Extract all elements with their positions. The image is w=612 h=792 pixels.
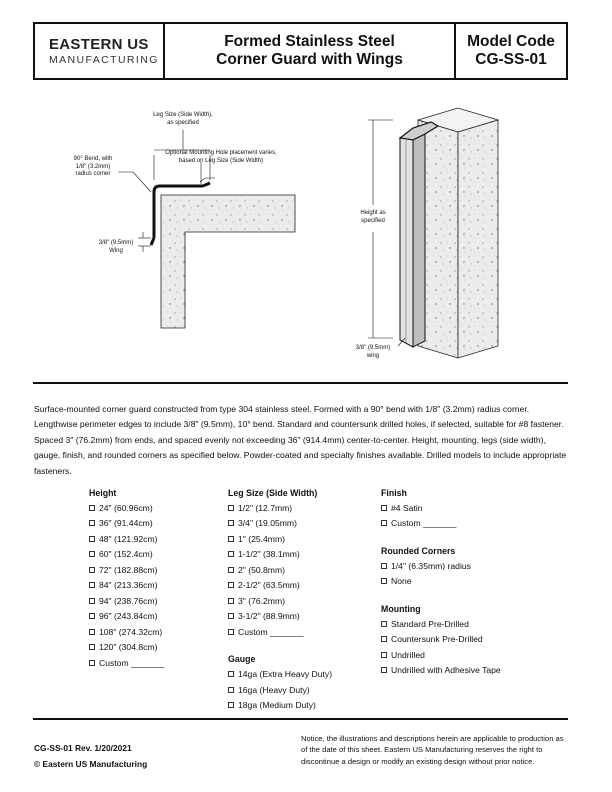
checkbox-icon[interactable] [381,505,387,511]
product-title-line2: Corner Guard with Wings [216,51,403,68]
wing-line2: Wing [109,247,123,254]
drawing-svg [33,100,578,370]
checkbox-icon[interactable] [89,613,95,619]
option-height-custom[interactable]: Custom _______ [89,656,164,671]
checkbox-icon[interactable] [381,652,387,658]
checkbox-icon[interactable] [228,613,234,619]
checkbox-icon[interactable] [228,505,234,511]
mounting-hole-line1: Optional Mounting Hole placement varies, [165,150,277,156]
bend-label [68,156,118,179]
leg-size-label [151,112,215,127]
option-mounting-adhesive[interactable]: Undrilled with Adhesive Tape [381,663,501,678]
bend-line3: radius corner [75,171,111,177]
height-line2: specified [361,217,385,224]
option-finish-custom[interactable]: Custom _______ [381,516,501,531]
option-height-60[interactable]: 60" (152.4cm) [89,547,164,562]
checkbox-icon[interactable] [381,636,387,642]
option-leg-1-1-2[interactable]: 1-1/2" (38.1mm) [228,547,332,562]
model-code-value: CG-SS-01 [475,51,547,68]
checkbox-icon[interactable] [381,520,387,526]
leg-options [228,488,332,713]
option-leg-3-4[interactable]: 3/4" (19.05mm) [228,516,332,531]
finish-title: Finish [381,488,407,498]
header [33,22,568,80]
option-gauge-14[interactable]: 14ga (Extra Heavy Duty) [228,667,332,682]
checkbox-icon[interactable] [89,644,95,650]
option-leg-3-1-2[interactable]: 3-1/2" (88.9mm) [228,609,332,624]
checkbox-icon[interactable] [381,621,387,627]
revision-text: CG-SS-01 Rev. 1/20/2021 [34,743,132,753]
finish-options [381,488,501,679]
option-height-36[interactable]: 36" (91.44cm) [89,516,164,531]
checkbox-icon[interactable] [89,536,95,542]
corners-title: Rounded Corners [381,545,456,556]
option-leg-2[interactable]: 2" (50.8mm) [228,563,332,578]
gauge-title: Gauge [228,654,256,665]
bottom-divider [33,718,568,720]
mounting-hole-label [161,150,281,165]
option-height-84[interactable]: 84" (213.36cm) [89,578,164,593]
company-logo [35,24,165,78]
company-sub: MANUFACTURING [49,54,159,66]
option-mounting-undrilled[interactable]: Undrilled [381,648,501,663]
checkbox-icon[interactable] [228,702,234,708]
wing-iso-label [351,345,395,360]
option-height-120[interactable]: 120" (304.8cm) [89,640,164,655]
checkbox-icon[interactable] [228,536,234,542]
checkbox-icon[interactable] [228,551,234,557]
checkbox-icon[interactable] [89,551,95,557]
option-height-24[interactable]: 24" (60.96cm) [89,501,164,516]
checkbox-icon[interactable] [89,567,95,573]
checkbox-icon[interactable] [228,582,234,588]
bend-line2: 1/8" (3.2mm) [75,163,111,170]
checkbox-icon[interactable] [228,687,234,693]
height-title: Height [89,488,117,498]
copyright-text: © Eastern US Manufacturing [34,759,148,769]
checkbox-icon[interactable] [89,660,95,666]
checkbox-icon[interactable] [228,567,234,573]
height-label [351,210,395,225]
option-corners-radius[interactable]: 1/4" (6.35mm) radius [381,559,501,574]
model-code-label: Model Code [467,33,555,50]
checkbox-icon[interactable] [228,598,234,604]
option-height-72[interactable]: 72" (182.88cm) [89,563,164,578]
checkbox-icon[interactable] [89,582,95,588]
notice-text: Notice, the illustrations and descriptions herein are applicable to production as of the date of this sheet. Eastern US Manufacturing reserves the right to discontinue a design or modify an existing design without prior notice. [301,734,564,766]
option-leg-3[interactable]: 3" (76.2mm) [228,594,332,609]
leg-size-line1: Leg Size (Side Width), [153,112,213,118]
wing-iso-line1: 3/8" (9.5mm) [355,345,391,351]
checkbox-icon[interactable] [381,667,387,673]
mounting-title: Mounting [381,603,421,614]
height-line1: Height as [360,210,386,216]
wing-label [95,240,137,255]
footer-left [34,740,147,772]
wing-iso-line2: wing [366,352,380,359]
product-title-line1: Formed Stainless Steel [224,33,395,50]
checkbox-icon[interactable] [228,671,234,677]
isometric-view [368,108,498,358]
option-corners-none[interactable]: None [381,574,501,589]
checkbox-icon[interactable] [89,520,95,526]
option-gauge-18[interactable]: 18ga (Medium Duty) [228,698,332,713]
bend-line1: 90° Bend, with [73,156,113,162]
checkbox-icon[interactable] [89,629,95,635]
wing-line1: 3/8" (9.5mm) [98,240,134,246]
checkbox-icon[interactable] [228,520,234,526]
checkbox-icon[interactable] [89,505,95,511]
option-height-94[interactable]: 94" (238.76cm) [89,594,164,609]
leg-size-line2: as specified [167,119,199,126]
model-code-box [456,24,566,78]
option-leg-1-2[interactable]: 1/2" (12.7mm) [228,501,332,516]
option-gauge-16[interactable]: 16ga (Heavy Duty) [228,683,332,698]
height-options [89,488,164,671]
option-height-48[interactable]: 48" (121.92cm) [89,532,164,547]
option-mounting-countersunk[interactable]: Countersunk Pre-Drilled [381,632,501,647]
mounting-hole-line2: based on Leg Size (Side Width) [178,157,264,164]
option-leg-2-1-2[interactable]: 2-1/2" (63.5mm) [228,578,332,593]
leg-title: Leg Size (Side Width) [228,488,318,498]
top-divider [33,382,568,384]
option-height-108[interactable]: 108" (274.32cm) [89,625,164,640]
checkbox-icon[interactable] [89,598,95,604]
checkbox-icon[interactable] [381,563,387,569]
option-height-96[interactable]: 96" (243.84cm) [89,609,164,624]
checkbox-icon[interactable] [381,578,387,584]
option-mounting-standard[interactable]: Standard Pre-Drilled [381,617,501,632]
checkbox-icon[interactable] [228,629,234,635]
option-leg-1[interactable]: 1" (25.4mm) [228,532,332,547]
product-title [165,24,456,78]
technical-drawing [33,100,578,370]
option-leg-custom[interactable]: Custom _______ [228,625,332,640]
product-description: Surface-mounted corner guard constructed from type 304 stainless steel. Formed with a 90° bend with 1/8" (3.2mm) radius corner. Lengthwise perimeter edges to include 3/8" (9.5mm), 10° bend. Standard and countersunk drilled holes, if selected, suitable for #8 fastener. Spaced 3" (76.2mm) from ends, and spaced evenly not exceeding 36" (914.4mm) center-to-center. Height, mounting, legs (side width), gauge, finish, and rounded corners as specified below. Powder-coated and specialty finishes available. Drilled models to include appropriate fasteners. [34,404,567,476]
company-name: EASTERN US [49,36,149,53]
option-finish-satin[interactable]: #4 Satin [381,501,501,516]
